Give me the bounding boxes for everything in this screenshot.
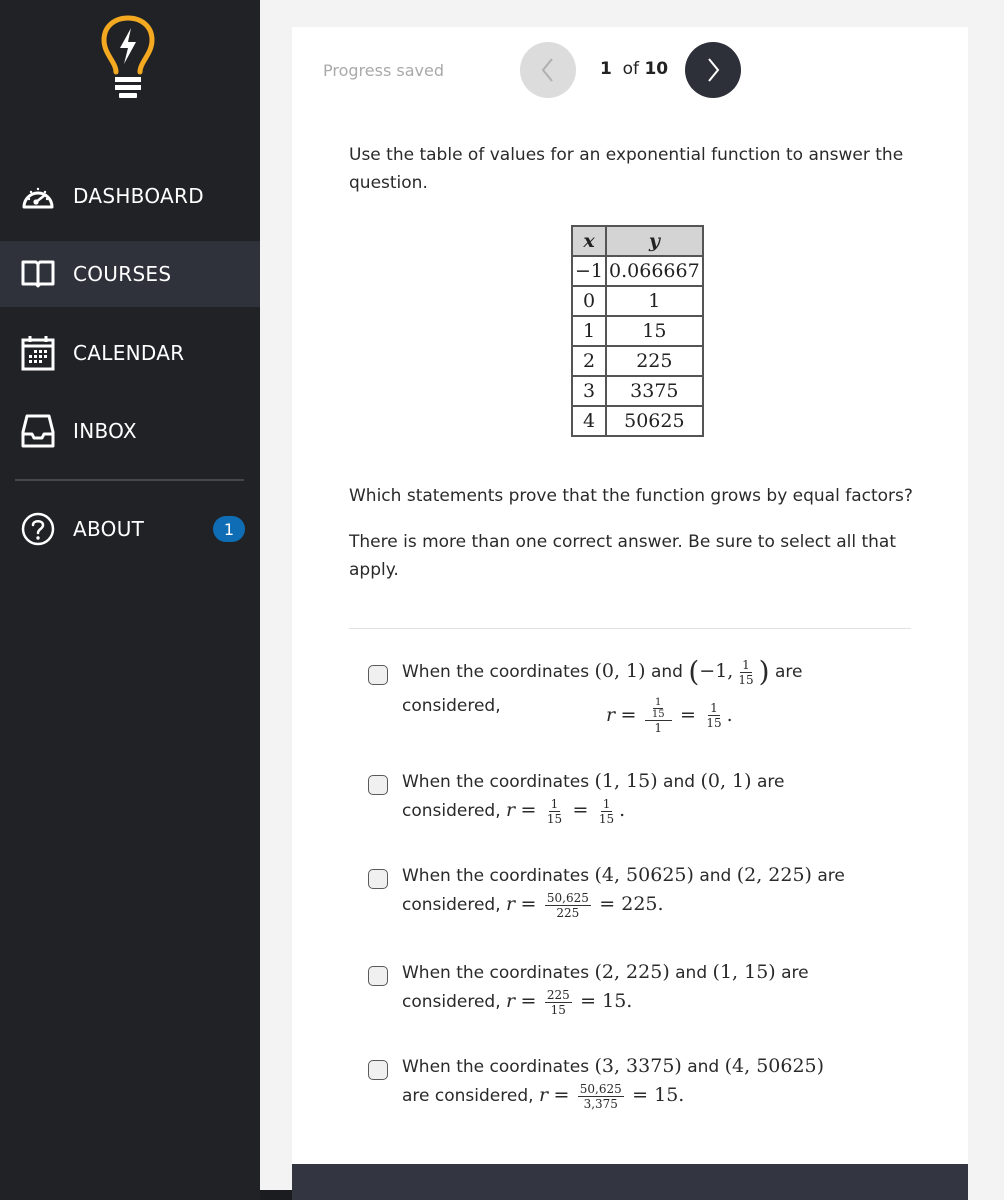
option-text-fragment: and: [650, 662, 683, 682]
table-cell-x: 1: [572, 316, 606, 346]
option-text-fragment: When the coordinates: [402, 772, 590, 792]
option-text-fragment: =: [553, 1084, 570, 1106]
option-text-fragment: (2, 225): [736, 864, 812, 886]
option-text-fragment: −1,: [699, 660, 734, 682]
sidebar-item-dashboard[interactable]: [0, 163, 260, 229]
option-text-fragment: r: [538, 1084, 549, 1106]
sidebar-item-label: CALENDAR: [73, 341, 185, 365]
option-text-fragment: 3,375: [583, 1096, 618, 1111]
footer-bar: [292, 1164, 968, 1200]
option-checkbox[interactable]: [368, 869, 388, 889]
table-cell-y: 225: [606, 346, 703, 376]
table-header-row: [572, 226, 703, 256]
option-checkbox[interactable]: [368, 1060, 388, 1080]
sidebar-item-about[interactable]: [0, 496, 260, 562]
option-text-fragment: (: [688, 655, 700, 688]
option-text-fragment: and: [663, 772, 696, 792]
table-row: [572, 316, 703, 346]
current-page: 1: [600, 59, 612, 79]
speedometer-icon: [20, 178, 56, 214]
question-circle-icon: [20, 511, 56, 547]
option-text-fragment: 1: [655, 696, 662, 708]
option-text-fragment: 1: [550, 796, 559, 811]
option-text-fragment: 15: [598, 811, 615, 826]
sidebar-item-label: DASHBOARD: [73, 184, 204, 208]
sidebar-item-label: COURSES: [73, 262, 172, 286]
option-text-fragment: are: [774, 662, 803, 682]
option-text-fragment: =: [520, 990, 537, 1012]
option-text-fragment: 1: [710, 701, 718, 715]
fraction: [645, 697, 672, 735]
option-text-fragment: considered,: [402, 895, 501, 915]
option-text-fragment: = 225.: [599, 893, 664, 915]
option-text-fragment: 50,625: [579, 1081, 622, 1096]
fraction: [545, 797, 564, 826]
fraction: [545, 891, 591, 920]
option-text-fragment: (0, 1): [594, 660, 646, 682]
option-text-fragment: 1: [654, 720, 663, 735]
table-cell-x: 3: [572, 376, 606, 406]
option-text: [402, 1052, 862, 1111]
option-text: [402, 767, 862, 826]
table-cell-y: 3375: [606, 376, 703, 406]
sidebar-divider: [15, 479, 244, 481]
option-text-fragment: [645, 697, 672, 721]
page-indicator: [600, 59, 668, 79]
option-text-fragment: (0, 1): [700, 770, 752, 792]
sidebar: [0, 0, 260, 1200]
option-text-fragment: When the coordinates: [402, 662, 590, 682]
sidebar-item-label: INBOX: [73, 419, 137, 443]
table-row: [572, 376, 703, 406]
option-text-fragment: (1, 15): [594, 770, 658, 792]
option-text-fragment: = 15.: [580, 990, 633, 1012]
of-label: of: [622, 59, 640, 79]
values-table: [571, 225, 704, 437]
fraction: [704, 701, 723, 730]
option-text-fragment: 1: [742, 657, 750, 672]
option-text-fragment: (2, 225): [594, 961, 670, 983]
option-text-fragment: ): [758, 655, 770, 688]
table-header-x: x: [572, 226, 606, 256]
option-text-fragment: and: [687, 1057, 720, 1077]
option-text-fragment: r: [506, 990, 516, 1012]
option-text-fragment: [606, 697, 733, 735]
option-text-fragment: 1: [602, 796, 611, 811]
option-text-fragment: =: [620, 703, 637, 726]
option-text-fragment: When the coordinates: [402, 1057, 590, 1077]
option-text: [402, 655, 862, 735]
table-cell-y: 15: [606, 316, 703, 346]
option-text-fragment: r: [506, 893, 516, 915]
option-text-fragment: =: [520, 799, 537, 821]
option-text-fragment: 15: [651, 708, 665, 720]
calendar-icon: [20, 335, 56, 371]
option-text-fragment: 15: [546, 811, 563, 826]
option-text-fragment: (4, 50625): [594, 864, 694, 886]
fraction: [597, 797, 616, 826]
table-cell-x: 0: [572, 286, 606, 316]
inbox-tray-icon: [20, 413, 56, 449]
option-text-fragment: are: [756, 772, 785, 792]
fraction: [578, 1082, 624, 1111]
table-row: [572, 346, 703, 376]
question-instruction: There is more than one correct answer. Be sure to select all that apply.: [349, 532, 896, 580]
question-prompt: Which statements prove that the function grows by equal factors?: [349, 486, 913, 506]
option-text-fragment: are: [781, 963, 809, 983]
table-row: [572, 256, 703, 286]
chevron-left-icon: [538, 56, 558, 84]
lightbulb-logo-icon[interactable]: [100, 14, 156, 102]
option-text-fragment: =: [520, 893, 537, 915]
fraction: [736, 658, 755, 687]
option-text-fragment: = 15.: [632, 1084, 685, 1106]
option-text-fragment: 15: [706, 716, 722, 730]
option-text-fragment: (3, 3375): [594, 1055, 682, 1077]
option-text: [402, 958, 862, 1017]
table-cell-y: 1: [606, 286, 703, 316]
table-row: [572, 286, 703, 316]
previous-question-button[interactable]: [520, 42, 576, 98]
table-cell-y: 0.066667: [606, 256, 703, 286]
option-text-fragment: 15: [550, 1002, 566, 1017]
option-text-fragment: and: [675, 963, 708, 983]
total-pages: 10: [644, 59, 669, 79]
table-header-y: y: [606, 226, 703, 256]
option-text-fragment: and: [699, 866, 732, 886]
option-checkbox[interactable]: [368, 966, 388, 986]
fraction: [650, 697, 667, 720]
option-text-fragment: .: [619, 799, 626, 821]
option-text: [402, 861, 862, 920]
table-cell-x: 2: [572, 346, 606, 376]
sidebar-item-courses[interactable]: [0, 241, 260, 307]
option-text-fragment: r: [506, 799, 516, 821]
question-intro: Use the table of values for an exponential function to answer the question.: [349, 145, 904, 193]
sidebar-item-label: ABOUT: [73, 517, 145, 541]
option-text-fragment: 225: [546, 987, 570, 1002]
option-text-fragment: .: [726, 703, 733, 726]
option-text-fragment: When the coordinates: [402, 866, 590, 886]
table-cell-y: 50625: [606, 406, 703, 436]
option-text-fragment: are: [817, 866, 845, 886]
sidebar-item-inbox[interactable]: [0, 398, 260, 464]
option-text-fragment: 50,625: [546, 890, 589, 905]
option-text-fragment: are considered,: [402, 1086, 534, 1106]
option-text-fragment: 225: [556, 905, 580, 920]
option-text-fragment: (1, 15): [712, 961, 776, 983]
option-text-fragment: considered,: [402, 695, 501, 716]
next-question-button[interactable]: [685, 42, 741, 98]
option-text-fragment: (4, 50625): [724, 1055, 825, 1077]
open-book-icon: [20, 256, 56, 292]
progress-saved-status: Progress saved: [323, 61, 444, 80]
option-text-fragment: considered,: [402, 992, 501, 1012]
sidebar-item-calendar[interactable]: [0, 320, 260, 386]
option-text-fragment: When the coordinates: [402, 963, 590, 983]
fraction: [545, 988, 572, 1017]
option-checkbox[interactable]: [368, 775, 388, 795]
chevron-right-icon: [703, 56, 723, 84]
footer-corner: [260, 1190, 292, 1200]
table-row: [572, 406, 703, 436]
option-text-fragment: =: [680, 703, 696, 726]
option-checkbox[interactable]: [368, 665, 388, 685]
divider: [349, 628, 911, 629]
option-text-fragment: r: [606, 703, 616, 726]
option-text-fragment: considered,: [402, 801, 501, 821]
table-cell-x: −1: [572, 256, 606, 286]
notification-badge: 1: [213, 516, 245, 542]
question-card: [292, 27, 968, 1164]
option-text-fragment: =: [572, 799, 589, 821]
table-cell-x: 4: [572, 406, 606, 436]
option-text-fragment: 15: [738, 672, 754, 687]
